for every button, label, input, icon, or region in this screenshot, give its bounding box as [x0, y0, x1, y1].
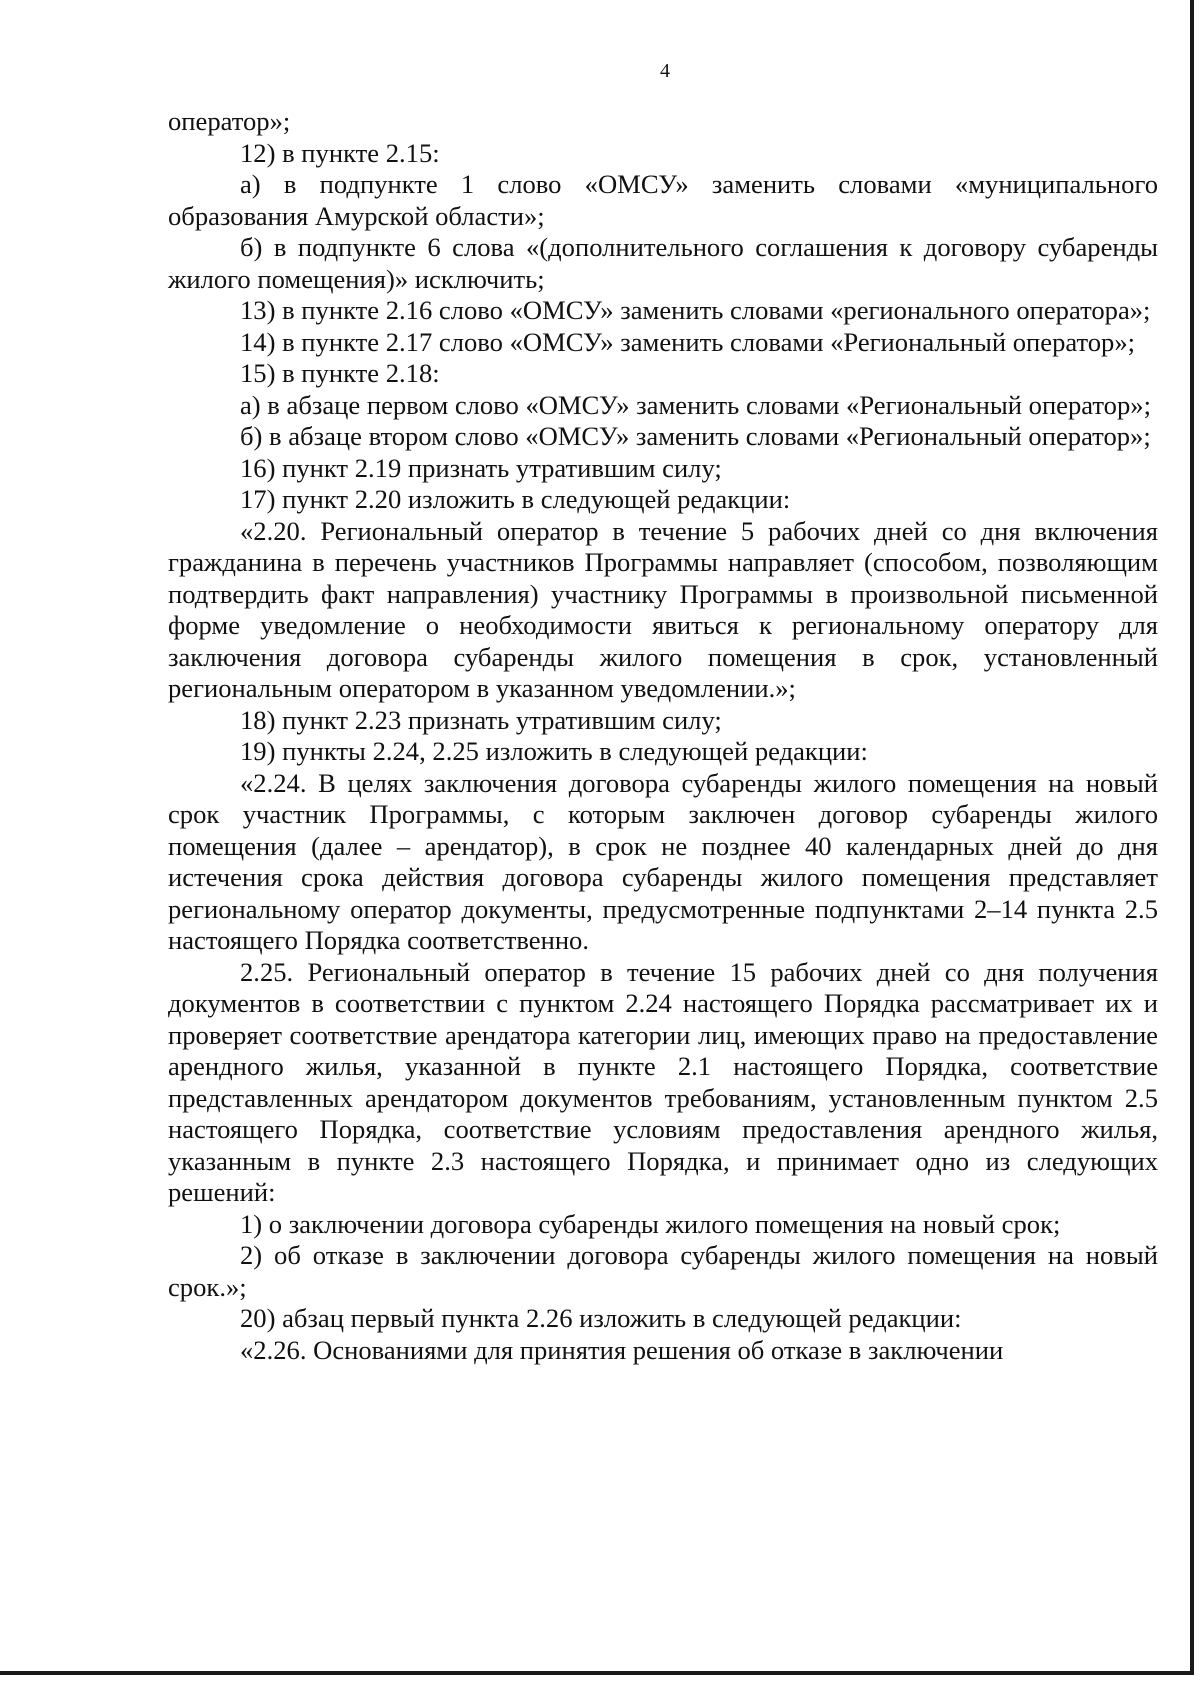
document-paragraph: 15) в пункте 2.18: — [240, 358, 440, 388]
document-paragraph: 1) о заключении договора субаренды жилого помещения на новый срок; — [240, 1208, 1061, 1239]
scan-border-bottom — [0, 1671, 1194, 1675]
document-paragraph: 13) в пункте 2.16 слово «ОМСУ» заменить словами «регионального оператора»; — [240, 295, 1151, 325]
document-paragraph: 19) пункты 2.24, 2.25 изложить в следующей редакции: — [240, 736, 868, 766]
document-paragraph: оператор»; — [168, 106, 291, 136]
scan-border-right — [1190, 0, 1194, 1675]
document-paragraph: а) в абзаце первом слово «ОМСУ» заменить словами «Региональный оператор»; — [240, 389, 1151, 420]
document-paragraph: 12) в пункте 2.15: — [240, 137, 440, 168]
document-paragraph: 2) об отказе в заключении договора субаренды жилого помещения на новый срок.»; — [168, 1240, 1158, 1302]
document-paragraph: б) в абзаце втором слово «ОМСУ» заменить словами «Региональный оператор»; — [240, 421, 1151, 451]
document-paragraph: а) в подпункте 1 слово «ОМСУ» заменить словами «муниципального образования Амурской области»; — [168, 169, 1158, 231]
page-number: 4 — [660, 60, 670, 82]
document-paragraph: «2.26. Основаниями для принятия решения об отказе в заключении — [240, 1334, 1004, 1365]
document-paragraph: 16) пункт 2.19 признать утратившим силу; — [240, 452, 722, 483]
document-paragraph: б) в подпункте 6 слова «(дополнительного соглашения к договору субаренды жилого помещения)» исключить; — [168, 232, 1158, 294]
document-paragraph: 2.25. Региональный оператор в течение 15 рабочих дней со дня получения документов в соответствии с пунктом 2.24 настоящего Порядка рассматривает их и проверяет соответствие арендатора категории лиц, имеющих право на предоставление арендного жилья, указанной в пункте 2.1 настоящего Порядка, соответствие представленных арендатором документов требованиям, установленным пунктом 2.5 настоящего Порядка, соответствие условиям предоставления арендного жилья, указанным в пункте 2.3 настоящего Порядка, и принимает одно из следующих решений: — [168, 956, 1158, 1207]
document-body — [168, 106, 1158, 1366]
document-paragraph: 14) в пункте 2.17 слово «ОМСУ» заменить словами «Региональный оператор»; — [240, 326, 1136, 357]
document-paragraph: 17) пункт 2.20 изложить в следующей редакции: — [240, 484, 791, 514]
document-paragraph: «2.20. Региональный оператор в течение 5 рабочих дней со дня включения гражданина в перечень участников Программы направляет (способом, позволяющим подтвердить факт направления) участнику Программы в произвольной письменной форме уведомление о необходимости явиться к региональному оператору для заключения договора субаренды жилого помещения в срок, установленный региональным оператором в указанном уведомлении.»; — [168, 515, 1158, 703]
document-paragraph: «2.24. В целях заключения договора субаренды жилого помещения на новый срок участник Программы, с которым заключен договор субаренды жилого помещения (далее – арендатор), в срок не позднее 40 календарных дней до дня истечения срока действия договора субаренды жилого помещения представляет региональному оператор документы, предусмотренные подпунктами 2–14 пункта 2.5 настоящего Порядка соответственно. — [168, 767, 1158, 955]
document-paragraph: 20) абзац первый пункта 2.26 изложить в следующей редакции: — [240, 1303, 962, 1333]
document-paragraph: 18) пункт 2.23 признать утратившим силу; — [240, 704, 722, 735]
